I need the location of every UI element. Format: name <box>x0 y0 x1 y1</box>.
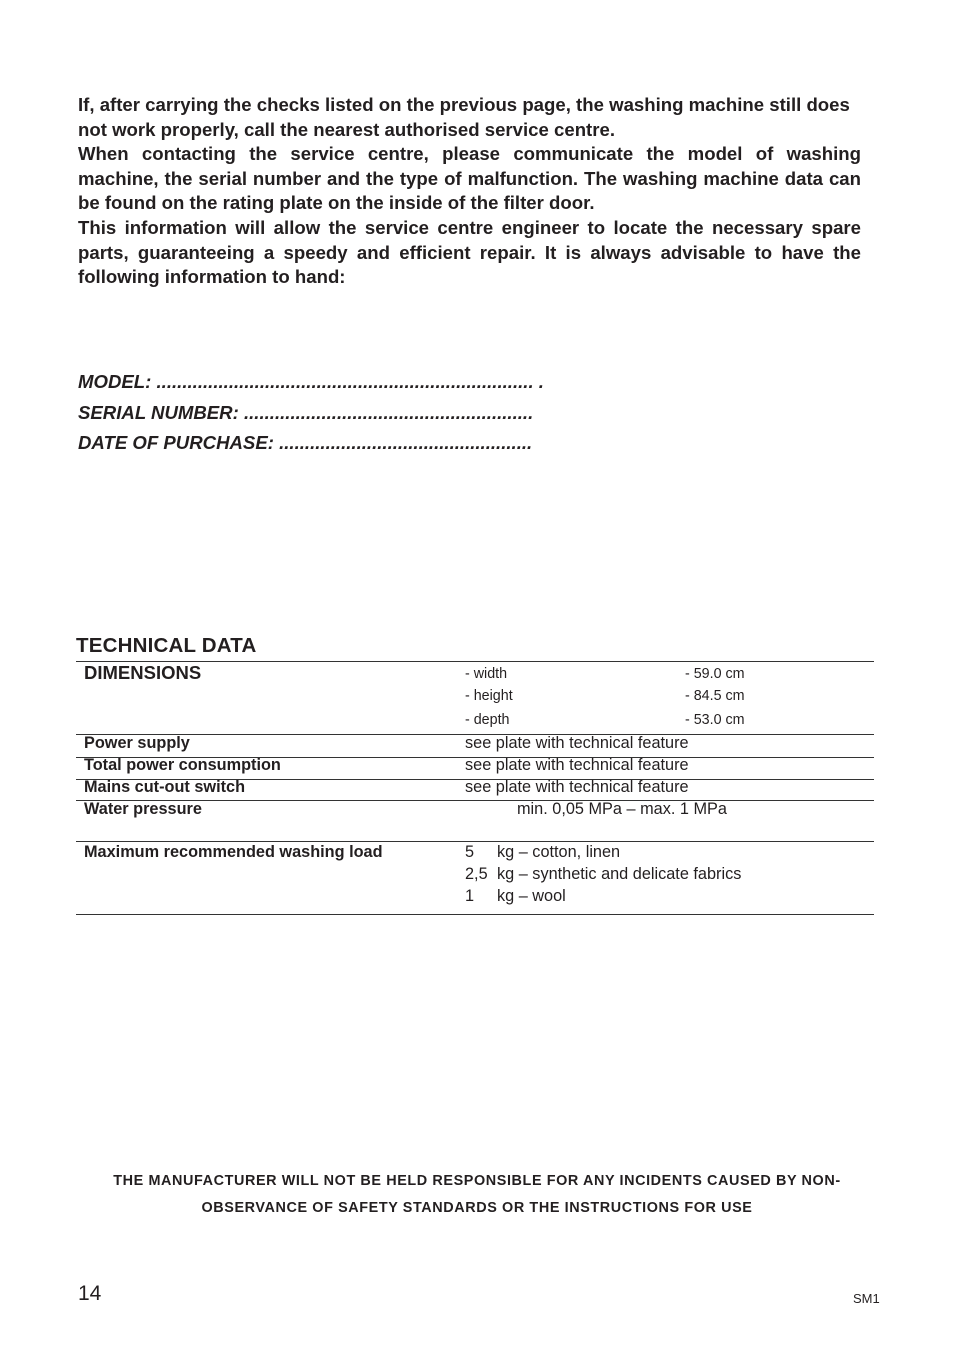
page-number: 14 <box>78 1282 102 1305</box>
depth-value: - 53.0 cm <box>685 712 745 728</box>
water-pressure-label: Water pressure <box>84 800 202 818</box>
load-row <box>465 843 620 862</box>
width-label: - width <box>465 666 508 682</box>
document-code: SM1 <box>853 1291 880 1306</box>
disclaimer <box>60 1168 894 1222</box>
load-quantity: 1 <box>465 887 475 905</box>
table-divider <box>76 841 874 842</box>
mains-switch-value: see plate with technical feature <box>465 778 689 796</box>
load-description: kg – wool <box>497 887 566 905</box>
load-quantity: 5 <box>465 843 475 861</box>
disclaimer-line-1: THE MANUFACTURER WILL NOT BE HELD RESPONSIBLE FOR ANY INCIDENTS CAUSED BY NON- <box>113 1173 841 1189</box>
date-of-purchase-field: DATE OF PURCHASE: ................................................. <box>78 432 533 453</box>
mains-switch-label: Mains cut-out switch <box>84 778 246 796</box>
table-divider <box>76 914 874 915</box>
load-row <box>465 887 566 906</box>
width-value: - 59.0 cm <box>685 666 745 682</box>
total-power-value: see plate with technical feature <box>465 756 689 774</box>
total-power-label: Total power consumption <box>84 756 281 774</box>
intro-paragraph-2: When contacting the service centre, please communicate the model of washing machine, the serial number and the type of malfunction. The washing machine data can be found on the rating plate on the inside of the filter door. <box>78 143 861 214</box>
load-description: kg – synthetic and delicate fabrics <box>497 865 742 883</box>
load-row <box>465 865 741 884</box>
intro-paragraph-3: This information will allow the service centre engineer to locate the necessary spare parts, guaranteeing a speedy and efficient repair. It is always advisable to have the following information to hand: <box>78 216 861 288</box>
technical-data-title: TECHNICAL DATA <box>76 634 257 657</box>
intro-paragraph-1: If, after carrying the checks listed on the previous page, the washing machine still does not work properly, call the nearest authorised service centre. <box>78 94 850 140</box>
power-supply-value: see plate with technical feature <box>465 734 689 752</box>
serial-number-field: SERIAL NUMBER: ........................................................ <box>78 401 534 423</box>
load-quantity: 2,5 <box>465 865 488 883</box>
intro-text <box>78 93 861 290</box>
depth-label: - depth <box>465 712 510 728</box>
water-pressure-value: min. 0,05 MPa – max. 1 MPa <box>517 800 727 818</box>
disclaimer-line-2: OBSERVANCE OF SAFETY STANDARDS OR THE INSTRUCTIONS FOR USE <box>201 1200 753 1216</box>
dimensions-label: DIMENSIONS <box>84 662 202 683</box>
power-supply-label: Power supply <box>84 734 190 752</box>
info-fields <box>78 367 544 459</box>
model-field: MODEL: ......................................................................... . <box>78 371 544 392</box>
height-label: - height <box>465 688 513 704</box>
load-description: kg – cotton, linen <box>497 843 621 861</box>
height-value: - 84.5 cm <box>685 688 745 704</box>
max-load-label: Maximum recommended washing load <box>84 843 383 861</box>
